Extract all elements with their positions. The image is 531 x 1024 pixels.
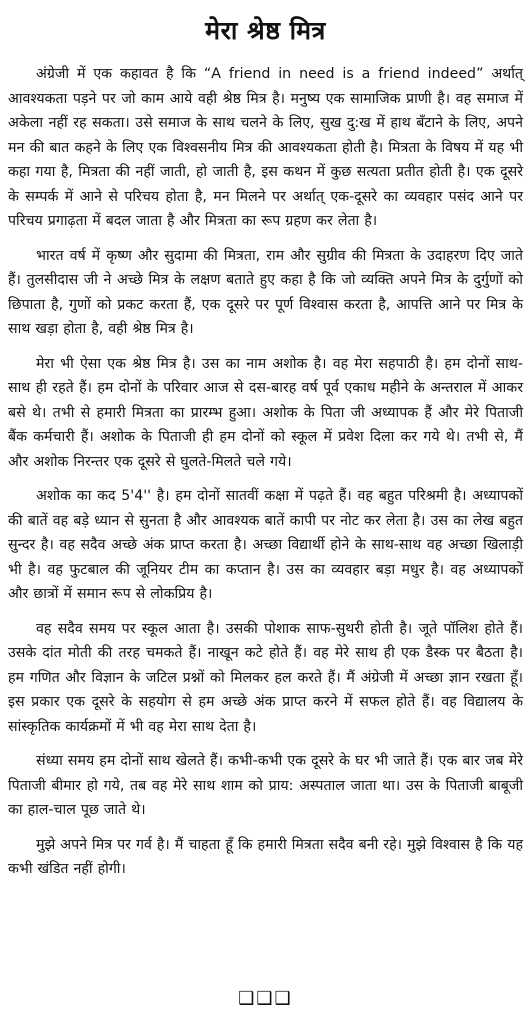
essay-title: मेरा श्रेष्ठ मित्र bbox=[205, 16, 326, 45]
end-mark: ❑❑❑ bbox=[238, 988, 293, 1009]
essay-paragraph-1: अंग्रेजी में एक कहावत है कि “A friend in need is a friend indeed” अर्थात् आवश्यकता पड़ने पर जो काम आये वही श्रेष्ठ मित्र है। मनुष्य एक सामाजिक प्राणी है। वह समाज में अकेला नहीं रह सकता। उसे समाज के साथ चलने के लिए, सुख दु:ख में हाथ बँटाने के लिए, अपने मन की बात कहने के लिए एक विश्वसनीय मित्र की आवश्यकता होती है। मित्रता के विषय में यह भी कहा गया है, मित्रता की नहीं जाती, हो जाती है, इस कथन में कुछ सत्यता प्रतीत होती है। एक दूसरे के सम्पर्क में आने से परिचय होता है, मन मिलने पर अर्थात् एक-दूसरे का व्यवहार पसंद आने पर परिचय प्रगाढ़ता में बदल जाता है और मित्रता का रूप ग्रहण कर लेता है। bbox=[8, 66, 523, 229]
essay-paragraph-5: वह सदैव समय पर स्कूल आता है। उसकी पोशाक साफ-सुथरी होती है। जूते पॉलिश होते हैं। उसके दांत मोती की तरह चमकते हैं। नाखून कटे होते हैं। वह मेरे साथ ही एक डैस्क पर बैठता है। हम गणित और विज्ञान के जटिल प्रश्नों को मिलकर हल करते हैं। मैं अंग्रेजी में अच्छा ज्ञान रखता हूँ। इस प्रकार एक दूसरे के सहयोग से हम अच्छे अंक प्राप्त करने में सफल होते हैं। वह विद्यालय के सांस्कृतिक कार्यक्रमों में भी वह मेरा साथ देता है। bbox=[8, 620, 523, 735]
essay-paragraph-3: मेरा भी ऐसा एक श्रेष्ठ मित्र है। उस का नाम अशोक है। वह मेरा सहपाठी है। हम दोनों साथ-साथ ही रहते हैं। हम दोनों के परिवार आज से दस-बारह वर्ष पूर्व एकाध महीने के अन्तराल में आकर बसे थे। तभी से हमारी मित्रता का प्रारम्भ हुआ। अशोक के पिता जी अध्यापक हैं और मेरे पिताजी बैंक कर्मचारी हैं। अशोक के पिताजी ही हम दोनों को स्कूल में प्रवेश दिला कर गये थे। तभी से, मैं और अशोक निरन्तर एक दूसरे से घुलते-मिलते चले गये। bbox=[8, 355, 523, 470]
essay-paragraph-2: भारत वर्ष में कृष्ण और सुदामा की मित्रता, राम और सुग्रीव की मित्रता के उदाहरण दिए जाते हैं। तुलसीदास जी ने अच्छे मित्र के लक्षण बताते हुए कहा है कि जो व्यक्ति अपने मित्र के दुर्गुणों को छिपाता है, गुणों को प्रकट करता हैं, एक दूसरे पर पूर्ण विश्वास करता है, आपत्ति आने पर मित्र के साथ खड़ा होता है, वही श्रेष्ठ मित्र है। bbox=[8, 247, 523, 337]
essay-paragraph-7: मुझे अपने मित्र पर गर्व है। मैं चाहता हूँ कि हमारी मित्रता सदैव बनी रहे। मुझे विश्वास है कि यह कभी खंडित नहीं होगी। bbox=[8, 836, 523, 877]
essay-paragraph-4: अशोक का कद 5'4'' है। हम दोनों सातवीं कक्षा में पढ़ते हैं। वह बहुत परिश्रमी है। अध्यापकों की बातें वह बड़े ध्यान से सुनता है और आवश्यक बातें कापी पर नोट कर लेता है। उस का लेख बहुत सुन्दर है। वह सदैव अच्छे अंक प्राप्त करता है। अच्छा विद्यार्थी होने के साथ-साथ वह अच्छा खिलाड़ी भी है। वह फुटबाल की जूनियर टीम का कप्तान है। उस का व्यवहार बड़ा मधुर है। वह अध्यापकों और छात्रों में समान रूप से लोकप्रिय है। bbox=[8, 488, 523, 602]
essay-paragraph-6: संध्या समय हम दोनों साथ खेलते हैं। कभी-कभी एक दूसरे के घर भी जाते हैं। एक बार जब मेरे पिताजी बीमार हो गये, तब वह मेरे साथ शाम को प्राय: अस्पताल जाता था। उस के पिताजी बाबूजी का हाल-चाल पूछ जाते थे। bbox=[8, 753, 523, 818]
